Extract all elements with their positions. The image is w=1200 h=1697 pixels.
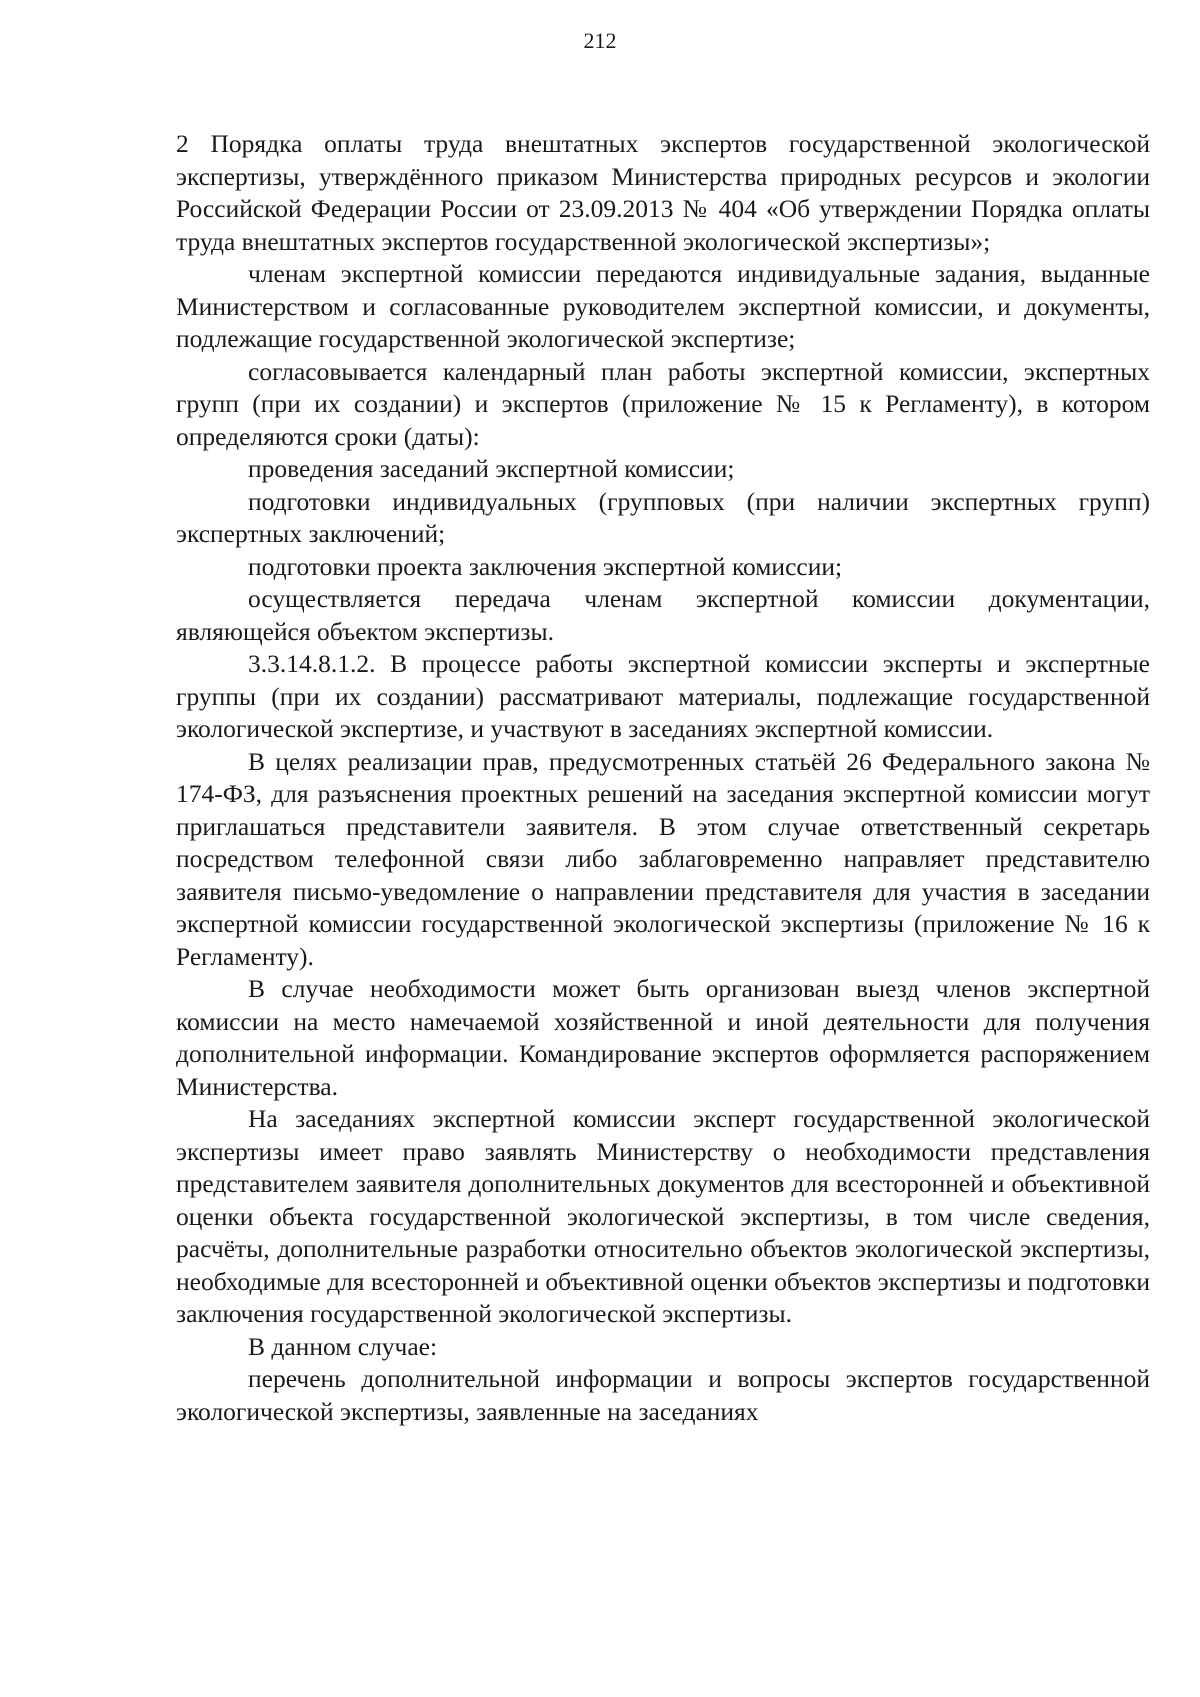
page-number: 212 [583, 28, 617, 53]
paragraph: проведения заседаний экспертной комиссии; [248, 454, 735, 483]
document-body [176, 128, 1150, 1428]
paragraph: В случае необходимости может быть организован выезд членов экспертной комиссии на место намечаемой хозяйственной и иной деятельности для получения дополнительной информации. Командирование экспертов оформляется распоряжением Министерства. [176, 974, 1150, 1101]
paragraph: согласовывается календарный план работы экспертной комиссии, экспертных групп (при их создании) и экспертов (приложение № 15 к Регламенту), в котором определяются сроки (даты): [176, 356, 1150, 451]
paragraph: На заседаниях экспертной комиссии эксперт государственной экологической экспертизы имеет право заявлять Министерству о необходимости представления представителем заявителя дополнительных документов для всесторонней и объективной оценки объекта государственной экологической экспертизы, в том числе сведения, расчёты, дополнительные разработки относительно объектов экологической экспертизы, необходимые для всесторонней и объективной оценки объектов экспертизы и подготовки заключения государственной экологической экспертизы. [176, 1104, 1150, 1328]
paragraph: В целях реализации прав, предусмотренных статьёй 26 Федерального закона № 174-ФЗ, для разъяснения проектных решений на заседания экспертной комиссии могут приглашаться представители заявителя. В этом случае ответственный секретарь посредством телефонной связи либо заблаговременно направляет представителю заявителя письмо-уведомление о направлении представителя для участия в заседании экспертной комиссии государственной экологической экспертизы (приложение № 16 к Регламенту). [176, 746, 1150, 971]
paragraph: В данном случае: [248, 1331, 438, 1361]
paragraph: 3.3.14.8.1.2. В процессе работы экспертной комиссии эксперты и экспертные группы (при их создании) рассматривают материалы, подлежащие государственной экологической экспертизе, и участвуют в заседаниях экспертной комиссии. [176, 649, 1150, 743]
paragraph: перечень дополнительной информации и вопросы экспертов государственной экологической экспертизы, заявленные на заседаниях [176, 1364, 1150, 1426]
paragraph: 2 Порядка оплаты труда внештатных экспертов государственной экологической экспертизы, утверждённого приказом Министерства природных ресурсов и экологии Российской Федерации России от 23.09.2013 № 404 «Об утверждении Порядка оплаты труда внештатных экспертов государственной экологической экспертизы»; [176, 129, 1150, 256]
paragraph: подготовки индивидуальных (групповых (при наличии экспертных групп) экспертных заключений; [176, 486, 1150, 548]
paragraph: подготовки проекта заключения экспертной комиссии; [248, 551, 843, 581]
paragraph: членам экспертной комиссии передаются индивидуальные задания, выданные Министерством и согласованные руководителем экспертной комиссии, и документы, подлежащие государственной экологической экспертизе; [176, 259, 1150, 353]
paragraph: осуществляется передача членам экспертной комиссии документации, являющейся объектом экспертизы. [176, 584, 1150, 646]
